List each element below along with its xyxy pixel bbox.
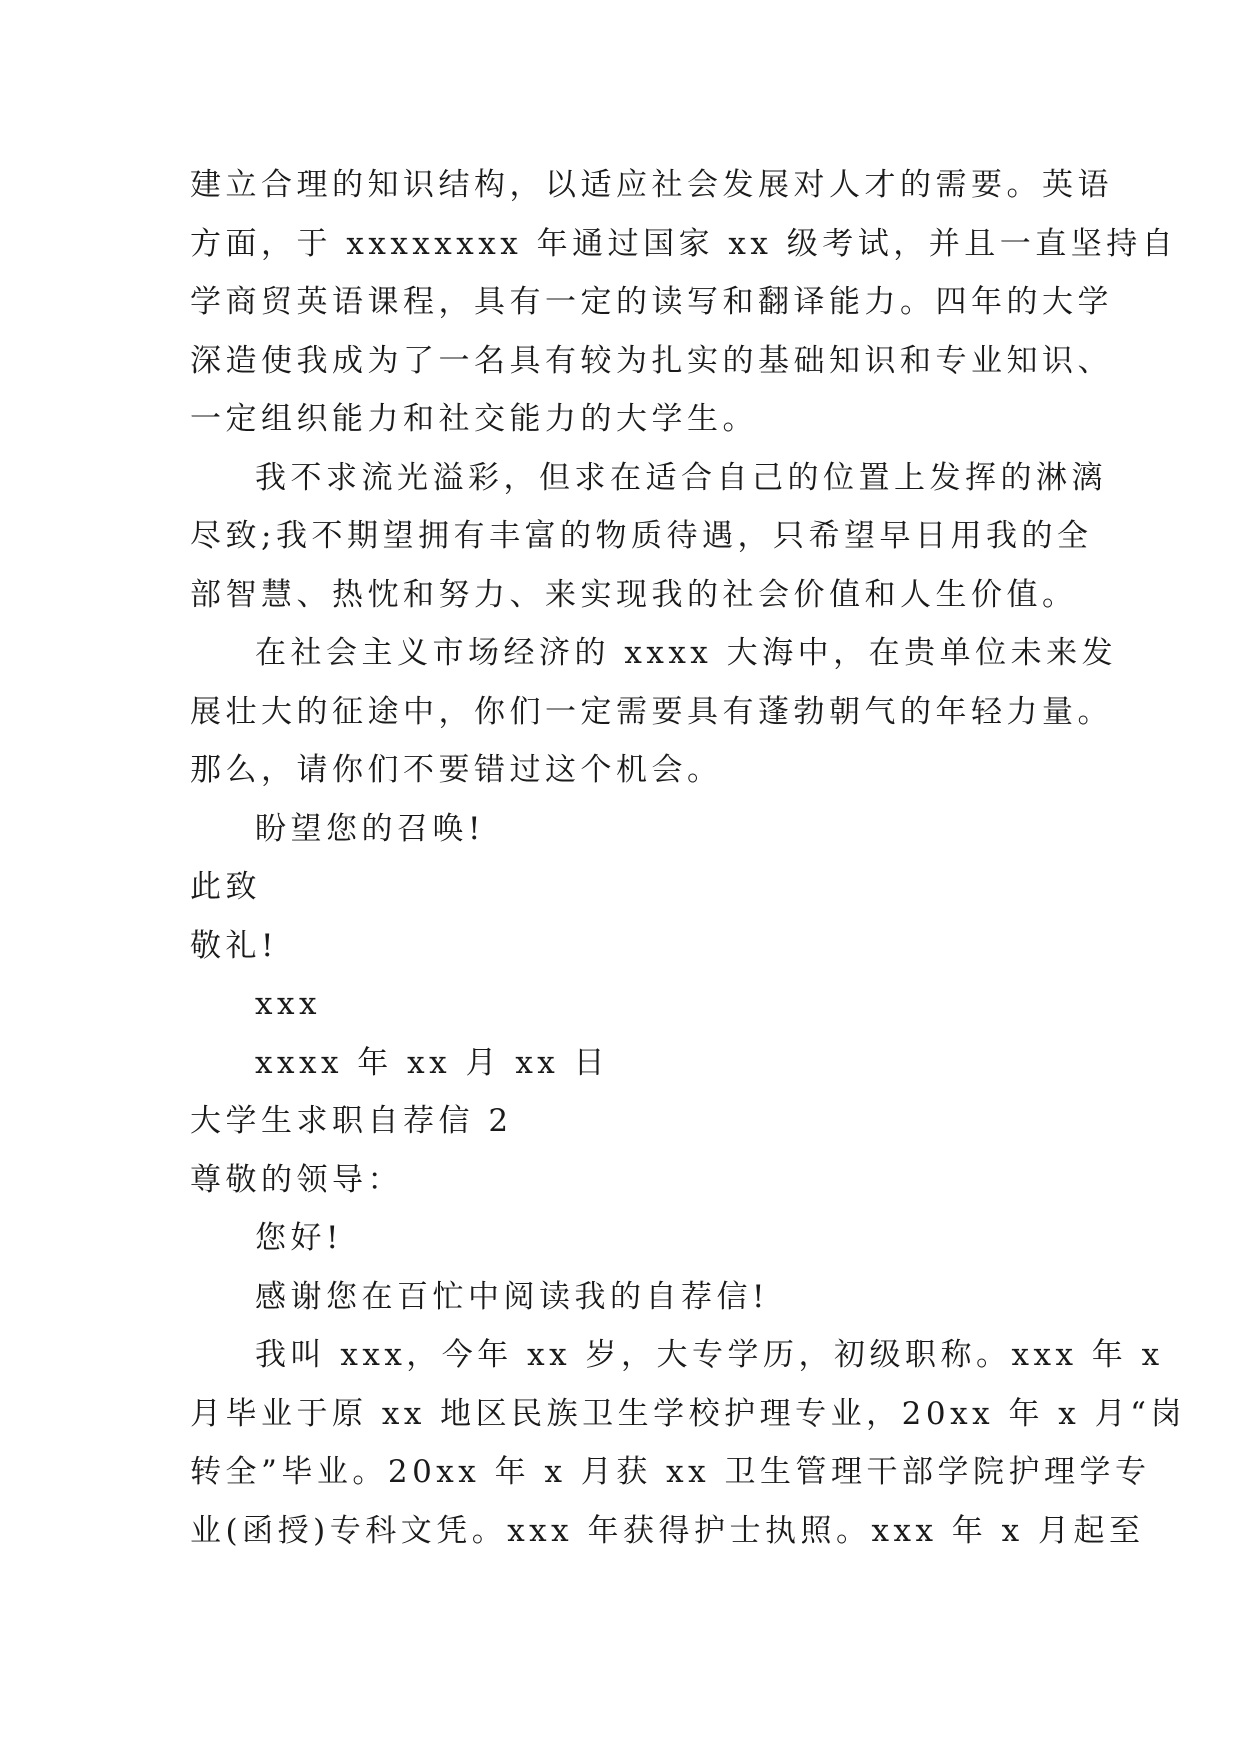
body-text-line: 转全”毕业。20xx 年 x 月获 xx 卫生管理干部学院护理学专 [190, 1454, 1151, 1490]
thanks-line: 感谢您在百忙中阅读我的自荐信! [255, 1279, 769, 1315]
paragraph-start-line: 在社会主义市场经济的 xxxx 大海中，在贵单位未来发 [255, 635, 1118, 671]
salutation-regards: 敬礼! [190, 928, 278, 964]
greeting-hello: 您好! [255, 1220, 343, 1256]
salutation-closing: 此致 [190, 869, 261, 905]
section-title: 大学生求职自荐信 2 [190, 1103, 513, 1139]
body-text-line: 方面，于 xxxxxxxx 年通过国家 xx 级考试，并且一直坚持自 [190, 226, 1178, 262]
letter-greeting: 尊敬的领导： [190, 1162, 403, 1198]
body-text-line: 一定组织能力和社交能力的大学生。 [190, 401, 758, 437]
paragraph-start-line: 我不求流光溢彩，但求在适合自己的位置上发挥的淋漓 [255, 460, 1107, 496]
body-text-line: 展壮大的征途中，你们一定需要具有蓬勃朝气的年轻力量。 [190, 694, 1113, 730]
body-text-line: 深造使我成为了一名具有较为扎实的基础知识和专业知识、 [190, 343, 1113, 379]
body-text-line: 月毕业于原 xx 地区民族卫生学校护理专业，20xx 年 x 月“岗 [190, 1396, 1186, 1432]
body-text-line: 那么，请你们不要错过这个机会。 [190, 752, 723, 788]
body-text-line: 尽致;我不期望拥有丰富的物质待遇，只希望早日用我的全 [190, 518, 1093, 554]
signature-name: xxx [255, 986, 321, 1022]
body-text-line: 业(函授)专科文凭。xxx 年获得护士执照。xxx 年 x 月起至 [190, 1513, 1145, 1549]
closing-wish-line: 盼望您的召唤! [255, 811, 485, 847]
body-text-line: 学商贸英语课程，具有一定的读写和翻译能力。四年的大学 [190, 284, 1113, 320]
body-text-line: 建立合理的知识结构，以适应社会发展对人才的需要。英语 [190, 167, 1113, 203]
body-text-line: 部智慧、热忱和努力、来实现我的社会价值和人生价值。 [190, 577, 1078, 613]
paragraph-start-line: 我叫 xxx，今年 xx 岁，大专学历，初级职称。xxx 年 x [255, 1337, 1164, 1373]
signature-date: xxxx 年 xx 月 xx 日 [255, 1045, 610, 1081]
